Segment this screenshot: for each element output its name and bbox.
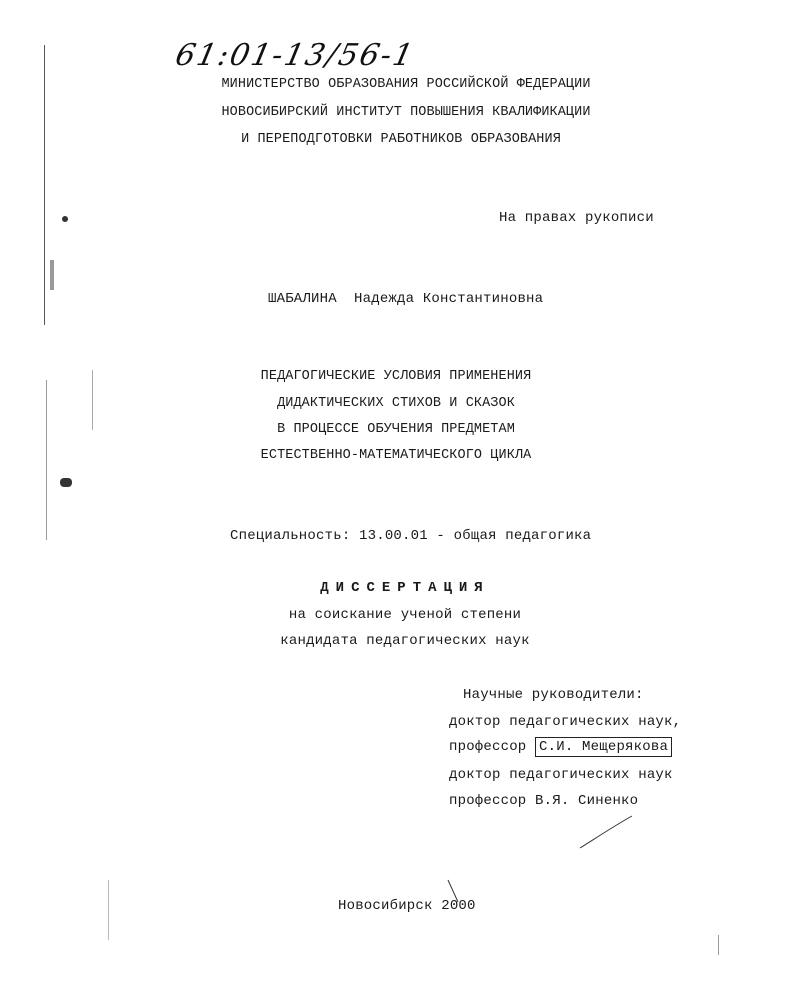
place-year: Новосибирск 2000 (338, 898, 476, 914)
thesis-title-line-3: В ПРОЦЕССЕ ОБУЧЕНИЯ ПРЕДМЕТАМ (277, 422, 515, 437)
archive-code-handwritten: 61:01-13/56-1 (172, 38, 419, 73)
advisor-2-row (449, 792, 638, 810)
pen-stroke (576, 812, 636, 852)
advisor-1-degree: доктор педагогических наук, (449, 714, 682, 730)
institute-line-2: И ПЕРЕПОДГОТОВКИ РАБОТНИКОВ ОБРАЗОВАНИЯ (241, 132, 561, 147)
scan-speck (62, 216, 68, 222)
advisor-2-title: профессор (449, 793, 527, 809)
advisor-1-title: профессор (449, 739, 527, 755)
institute-line: НОВОСИБИРСКИЙ ИНСТИТУТ ПОВЫШЕНИЯ КВАЛИФИКАЦИИ (221, 105, 591, 120)
advisors-heading: Научные руководители: (463, 687, 644, 703)
rights-note: На правах рукописи (499, 210, 654, 226)
pen-stroke-footer (446, 878, 466, 908)
advisor-2-degree: доктор педагогических наук (449, 767, 673, 783)
scan-edge-line (718, 935, 719, 955)
thesis-title-line-2: ДИДАКТИЧЕСКИХ СТИХОВ И СКАЗОК (277, 396, 515, 411)
degree-line-2: кандидата педагогических наук (280, 633, 530, 649)
advisor-1-row (449, 738, 672, 756)
specialty-line: Специальность: 13.00.01 - общая педагогика (230, 528, 592, 544)
advisor-1-name: С.И. Мещерякова (535, 737, 672, 757)
scan-speck (50, 260, 54, 290)
scan-speck (60, 478, 72, 487)
degree-line-1: на соискание ученой степени (288, 607, 522, 623)
scan-edge-line (108, 880, 109, 940)
thesis-title-line-1: ПЕДАГОГИЧЕСКИЕ УСЛОВИЯ ПРИМЕНЕНИЯ (260, 369, 532, 384)
author-name: ШАБАЛИНА Надежда Константиновна (268, 291, 544, 307)
ministry-line: МИНИСТЕРСТВО ОБРАЗОВАНИЯ РОССИЙСКОЙ ФЕДЕРАЦИИ (221, 77, 591, 92)
advisor-2-name: В.Я. Синенко (535, 793, 639, 809)
dissertation-heading: ДИССЕРТАЦИЯ (320, 580, 490, 596)
thesis-title-line-4: ЕСТЕСТВЕННО-МАТЕМАТИЧЕСКОГО ЦИКЛА (260, 448, 532, 463)
